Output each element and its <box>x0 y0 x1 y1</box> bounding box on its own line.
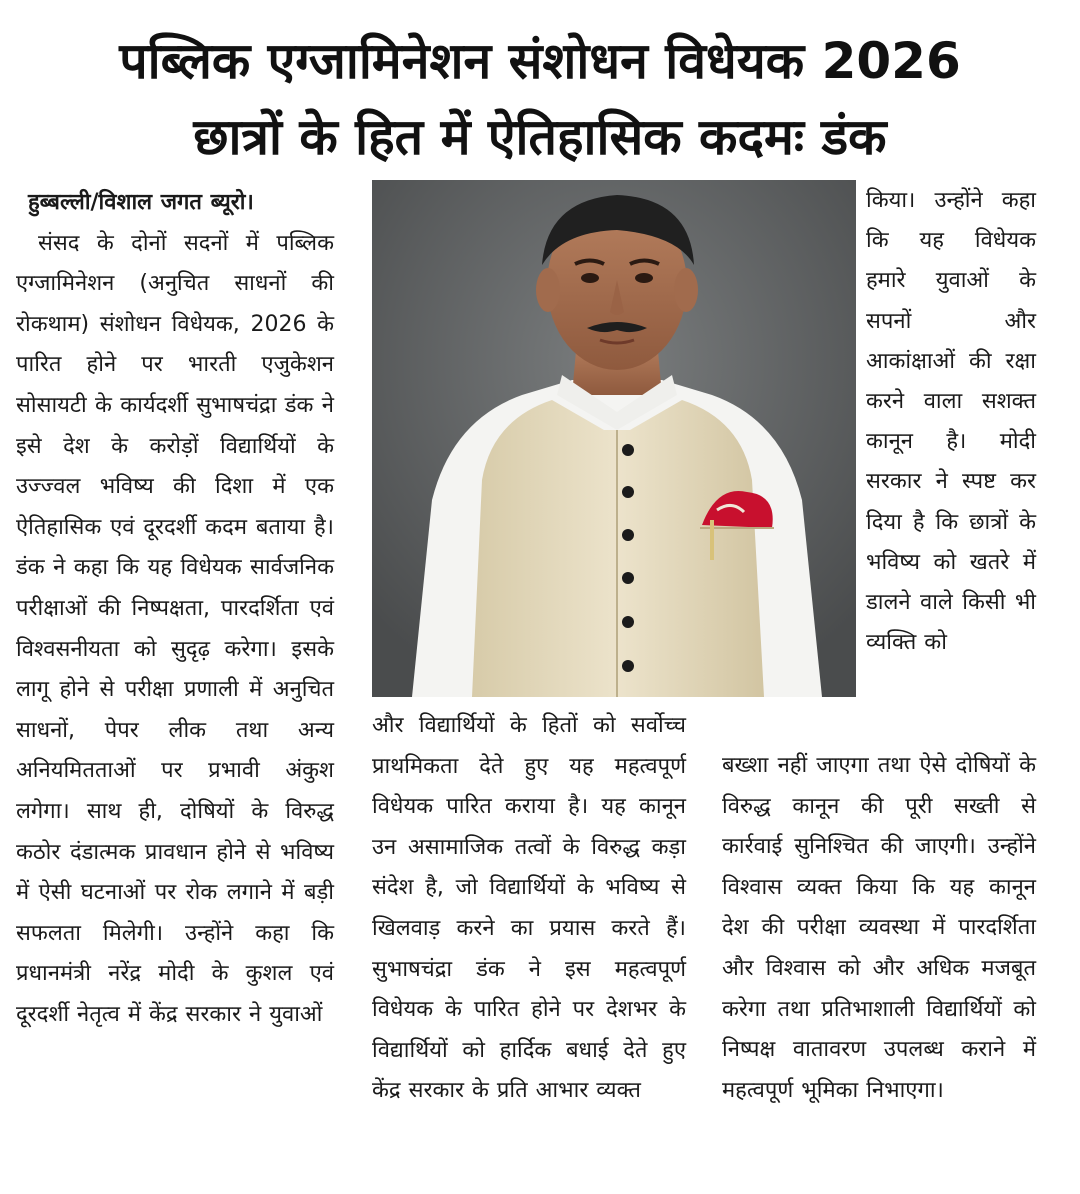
article-column-1 <box>16 183 334 1035</box>
article-body-col1: संसद के दोनों सदनों में पब्लिक एग्जामिनेशन (अनुचित साधनों की रोकथाम) संशोधन विधेयक, 2026 के पारित होने पर भारती एजुकेशन सोसायटी के कार्यदर्शी सुभाषचंद्रा डंक ने इसे देश के करोड़ों विद्यार्थियों के उज्ज्वल भविष्य की दिशा में एक ऐतिहासिक एवं दूरदर्शी कदम बताया है। डंक ने कहा कि यह विधेयक सार्वजनिक परीक्षाओं की निष्पक्षता, पारदर्शिता एवं विश्वसनीयता को सुदृढ़ करेगा। इसके लागू होने से परीक्षा प्रणाली में अनुचित साधनों, पेपर लीक तथा अन्य अनियमितताओं पर प्रभावी अंकुश लगेगा। साथ ही, दोषियों के विरुद्ध कठोर दंडात्मक प्रावधान होने से भविष्य में ऐसी घटनाओं पर रोक लगाने में बड़ी सफलता मिलेगी। उन्होंने कहा कि प्रधानमंत्री नरेंद्र मोदी के कुशल एवं दूरदर्शी नेतृत्व में केंद्र सरकार ने युवाओं <box>16 230 334 1027</box>
article-body-col2: और विद्यार्थियों के हितों को सर्वोच्च प्राथमिकता देते हुए यह महत्वपूर्ण विधेयक पारित कराया है। यह कानून उन असामाजिक तत्वों के विरुद्ध कड़ा संदेश है, जो विद्यार्थियों के भविष्य से खिलवाड़ करने का प्रयास करते हैं। सुभाषचंद्रा डंक ने इस महत्वपूर्ण विधेयक के पारित होने पर देशभर के विद्यार्थियों को हार्दिक बधाई देते हुए केंद्र सरकार के प्रति आभार व्यक्त <box>372 713 686 1104</box>
headline-line-1: पब्लिक एग्जामिनेशन संशोधन विधेयक 2026 <box>119 32 961 90</box>
article-column-3 <box>722 746 1036 1111</box>
article-body-col3-top: किया। उन्होंने कहा कि यह विधेयक हमारे युवाओं के सपनों और आकांक्षाओं की रक्षा करने वाला सशक्त कानून है। मोदी सरकार ने स्पष्ट कर दिया है कि छात्रों के भविष्य को खतरे में डालने वाले किसी भी व्यक्ति को <box>866 188 1036 656</box>
article-column-3-top <box>866 181 1036 663</box>
headline-line-2: छात्रों के हित में ऐतिहासिक कदमः डंक <box>193 108 887 166</box>
article-column-2 <box>372 706 686 1112</box>
article-dateline: हुब्बल्ली/विशाल जगत ब्यूरो। <box>28 190 254 215</box>
portrait-illustration <box>372 180 856 697</box>
article-body-col3: बख्शा नहीं जाएगा तथा ऐसे दोषियों के विरुद्ध कानून की पूरी सख्ती से कार्रवाई सुनिश्चित की जाएगी। उन्होंने विश्वास व्यक्त किया कि यह कानून देश की परीक्षा व्यवस्था में पारदर्शिता और विश्वास को और अधिक मजबूत करेगा तथा प्रतिभाशाली विद्यार्थियों को निष्पक्ष वातावरण उपलब्ध कराने में महत्वपूर्ण भूमिका निभाएगा। <box>722 753 1036 1103</box>
portrait-photo <box>372 180 856 697</box>
